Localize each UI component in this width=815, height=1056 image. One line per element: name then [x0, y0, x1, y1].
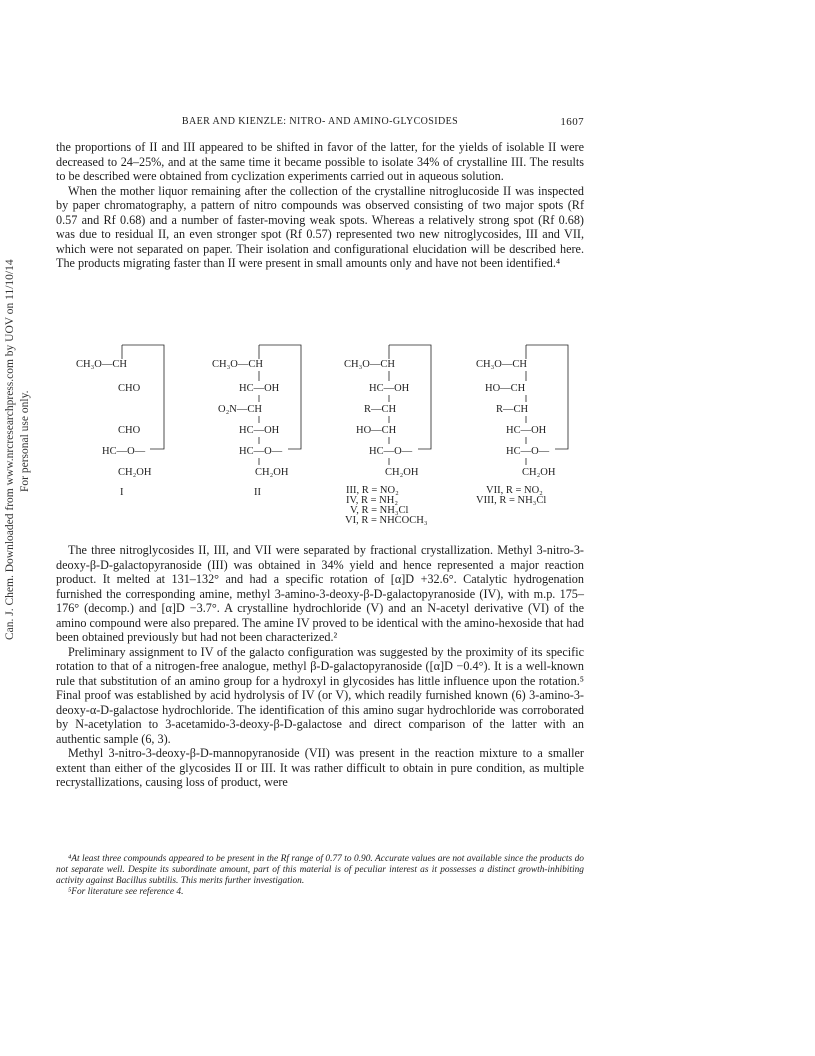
structure-III-row-4: HO—CH: [356, 425, 397, 436]
structure-II-row-5: HC—O—: [239, 446, 283, 457]
paragraph-1: the proportions of II and III appeared to be shifted in favor of the latter, for the yields of isolable II were decreased to 24–25%, and at the same time it became possible to isolate 34% of crystalline III. The results to be described were obtained from cyclization experiments carried out in aqueous solution.: [56, 140, 584, 183]
running-head: [56, 116, 584, 130]
structure-II-row-3: O₂N—CH: [218, 404, 262, 415]
page-number: 1607: [560, 116, 584, 128]
upper-text-block: [56, 140, 584, 271]
structure-I: [76, 345, 164, 498]
structure-VII-row-3: R—CH: [496, 404, 529, 415]
structure-VII-VIII: [476, 345, 568, 506]
paragraph-3: The three nitroglycosides II, III, and VII were separated by fractional crystallization. Methyl 3-nitro-3-deoxy-β-D-galactopyranoside (III) was obtained in 34% yield and hence represented a major reaction product. It melted at 131–132° and had a specific rotation of [α]D +32.6°. Catalytic hydrogenation furnished the corresponding amine, methyl 3-amino-3-deoxy-β-D-galactopyranoside (IV), with m.p. 175–176° (decomp.) and [α]D −3.7°. A crystalline hydrochloride (V) and an N-acetyl derivative (VI) of the amino compound were also prepared. The amine IV proved to be identical with the amino-hexoside that had been obtained previously but had not been characterized.²: [56, 543, 584, 644]
compound-VII-label: VII, R = NO₂: [486, 485, 543, 496]
paragraph-5: Methyl 3-nitro-3-deoxy-β-D-mannopyranoside (VII) was present in the reaction mixture to a smaller extent than either of the glycosides II or III. It was rather difficult to obtain in pure condition, as multiple recrystallizations, causing loss of product, were: [56, 746, 584, 789]
footnote-4: ⁴At least three compounds appeared to be present in the Rf range of 0.77 to 0.90. Accurate values are not available since the products do not separate well. Despite its subordinate amount, part of this material is of peculiar interest as it possesses a distinct growth-inhibiting activity against Bacillus subtilis. This merits further investigation.: [56, 854, 584, 886]
structure-III-row-5: HC—O—: [369, 446, 413, 457]
structure-II-row-2: HC—OH: [239, 383, 280, 394]
structure-II-label: II: [254, 487, 261, 498]
structural-formulas: [56, 333, 584, 533]
lower-text-block: [56, 543, 584, 790]
structure-III-row-1: CH₃O—CH: [344, 359, 395, 370]
structure-II-row-6: CH₂OH: [255, 467, 289, 478]
structure-III-row-6: CH₂OH: [385, 467, 419, 478]
structure-I-row-2: CHO: [118, 383, 141, 394]
footnotes: [56, 854, 584, 898]
footnote-5: ⁵For literature see reference 4.: [68, 887, 184, 897]
structure-I-row-5: HC—O—: [102, 446, 146, 457]
structure-VII-row-1: CH₃O—CH: [476, 359, 527, 370]
structure-I-row-4: CHO: [118, 425, 141, 436]
structure-II: [212, 345, 301, 498]
running-title: BAER AND KIENZLE: NITRO- AND AMINO-GLYCOSIDES: [181, 116, 459, 127]
compound-IV-label: IV, R = NH₂: [346, 495, 398, 506]
structure-VII-row-4: HC—OH: [506, 425, 547, 436]
download-watermark: [0, 260, 48, 680]
compound-VIII-label: VIII, R = NH₃Cl: [476, 495, 547, 506]
structure-VII-row-2: HO—CH: [485, 383, 526, 394]
structure-III-row-2: HC—OH: [369, 383, 410, 394]
paragraph-2: When the mother liquor remaining after the collection of the crystalline nitroglucoside II was inspected by paper chromatography, a pattern of nitro compounds was observed consisting of two major spots (Rf 0.57 and Rf 0.68) and a number of faster-moving weak spots. Whereas a relatively strong spot (Rf 0.68) was due to residual II, an even stronger spot (Rf 0.57) represented two new nitroglycosides, III and VII, which were not separated on paper. Their isolation and configurational elucidation will be described here. The products migrating faster than II were present in small amounts only and have not been identified.⁴: [56, 183, 584, 270]
compound-V-label: V, R = NH₃Cl: [350, 505, 409, 516]
personal-use-notice: For personal use only.: [19, 390, 31, 492]
structure-II-row-1: CH₃O—CH: [212, 359, 263, 370]
structure-VII-row-6: CH₂OH: [522, 467, 556, 478]
structure-VII-row-5: HC—O—: [506, 446, 550, 457]
structure-I-row-6: CH₂OH: [118, 467, 152, 478]
download-notice: Can. J. Chem. Downloaded from www.nrcresearchpress.com by UOV on 11/10/14: [4, 259, 16, 640]
structure-I-row-1: CH₃O—CH: [76, 359, 127, 370]
structure-III-row-3: R—CH: [364, 404, 397, 415]
compound-VI-label: VI, R = NHCOCH₃: [345, 515, 428, 526]
structure-I-label: I: [120, 487, 124, 498]
compound-III-label: III, R = NO₂: [346, 485, 399, 496]
structure-II-row-4: HC—OH: [239, 425, 280, 436]
paragraph-4: Preliminary assignment to IV of the galacto configuration was suggested by the proximity of its specific rotation to that of a nitrogen-free analogue, methyl β-D-galactopyranoside ([α]D −0.4°). It is a well-known rule that substitution of an amino group for a hydroxyl in glycosides has little influence upon the rotation.⁵ Final proof was established by acid hydrolysis of IV (or V), which readily furnished known (6) 3-amino-3-deoxy-α-D-galactose hydrochloride. The identification of this amino sugar hydrochloride was corroborated by N-acetylation to 3-acetamido-3-deoxy-β-D-galactose and direct comparison of the latter with an authentic sample (6, 3).: [56, 644, 584, 746]
structure-III-VI: [344, 345, 431, 526]
